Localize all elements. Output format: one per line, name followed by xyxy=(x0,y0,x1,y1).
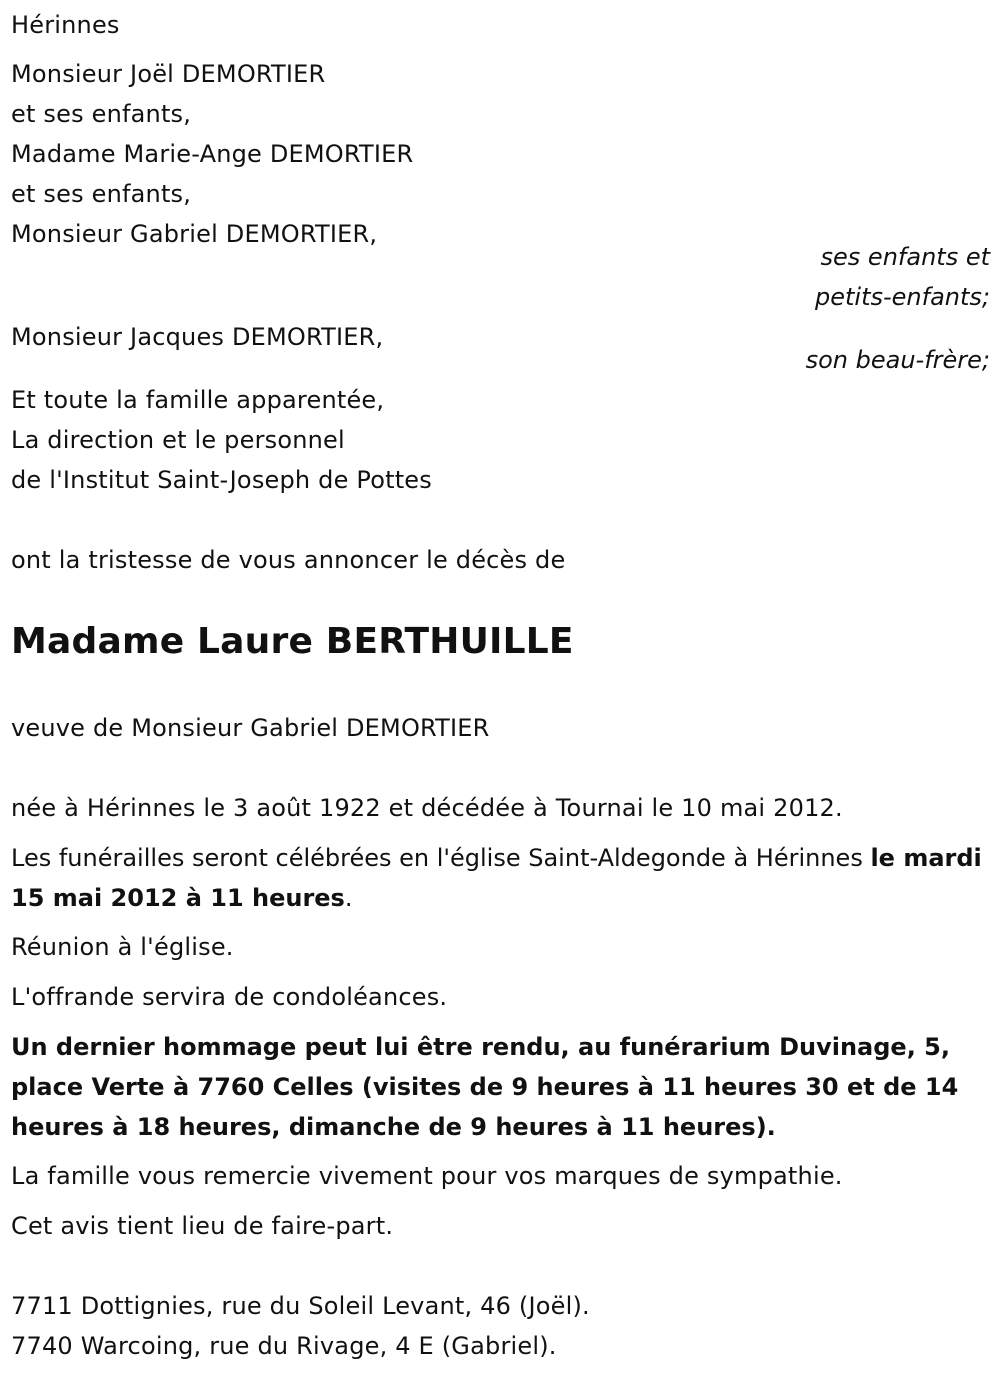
offering-text: L'offrande servira de condoléances. xyxy=(11,983,448,1011)
birth-death-text: née à Hérinnes le 3 août 1922 et décédée à Tournai le 10 mai 2012. xyxy=(11,794,843,822)
address-line: 7740 Warcoing, rue du Rivage, 4 E (Gabriel). xyxy=(11,1332,557,1360)
family-relation: ses enfants et xyxy=(820,243,990,271)
family-member: et ses enfants, xyxy=(11,180,192,208)
family-member: Et toute la famille apparentée, xyxy=(11,386,385,414)
location-header: Hérinnes xyxy=(11,11,120,39)
funeral-date: le mardi 15 mai 2012 à 11 heures xyxy=(11,844,982,912)
family-member: Madame Marie-Ange DEMORTIER xyxy=(11,140,414,168)
family-member: Monsieur Joël DEMORTIER xyxy=(11,60,326,88)
spouse-text: veuve de Monsieur Gabriel DEMORTIER xyxy=(11,714,490,742)
address-line: 7711 Dottignies, rue du Soleil Levant, 46 (Joël). xyxy=(11,1292,590,1320)
family-member: Monsieur Jacques DEMORTIER, xyxy=(11,323,384,351)
family-relation: son beau-frère; xyxy=(805,346,990,374)
family-member: et ses enfants, xyxy=(11,100,192,128)
funeral-text: Les funérailles seront célébrées en l'église Saint-Aldegonde à Hérinnes xyxy=(11,844,871,872)
tribute-text: Un dernier hommage peut lui être rendu, au funérarium Duvinage, 5, place Verte à 7760 Celles (visites de 9 heures à 11 heures 30 et de 14 heures à 18 heures, dimanche de 9 heures à 11 heures). xyxy=(11,1033,959,1141)
deceased-name: Madame Laure BERTHUILLE xyxy=(11,621,574,662)
funeral-end: . xyxy=(344,884,353,912)
family-member: de l'Institut Saint-Joseph de Pottes xyxy=(11,466,432,494)
notice-text: Cet avis tient lieu de faire-part. xyxy=(11,1212,394,1240)
funeral-details xyxy=(11,838,986,918)
thanks-text: La famille vous remercie vivement pour vos marques de sympathie. xyxy=(11,1162,843,1190)
family-relation: petits-enfants; xyxy=(815,283,990,311)
family-member: Monsieur Gabriel DEMORTIER, xyxy=(11,220,378,248)
family-member: La direction et le personnel xyxy=(11,426,345,454)
meeting-text: Réunion à l'église. xyxy=(11,933,234,961)
announcement-text: ont la tristesse de vous annoncer le décès de xyxy=(11,546,566,574)
